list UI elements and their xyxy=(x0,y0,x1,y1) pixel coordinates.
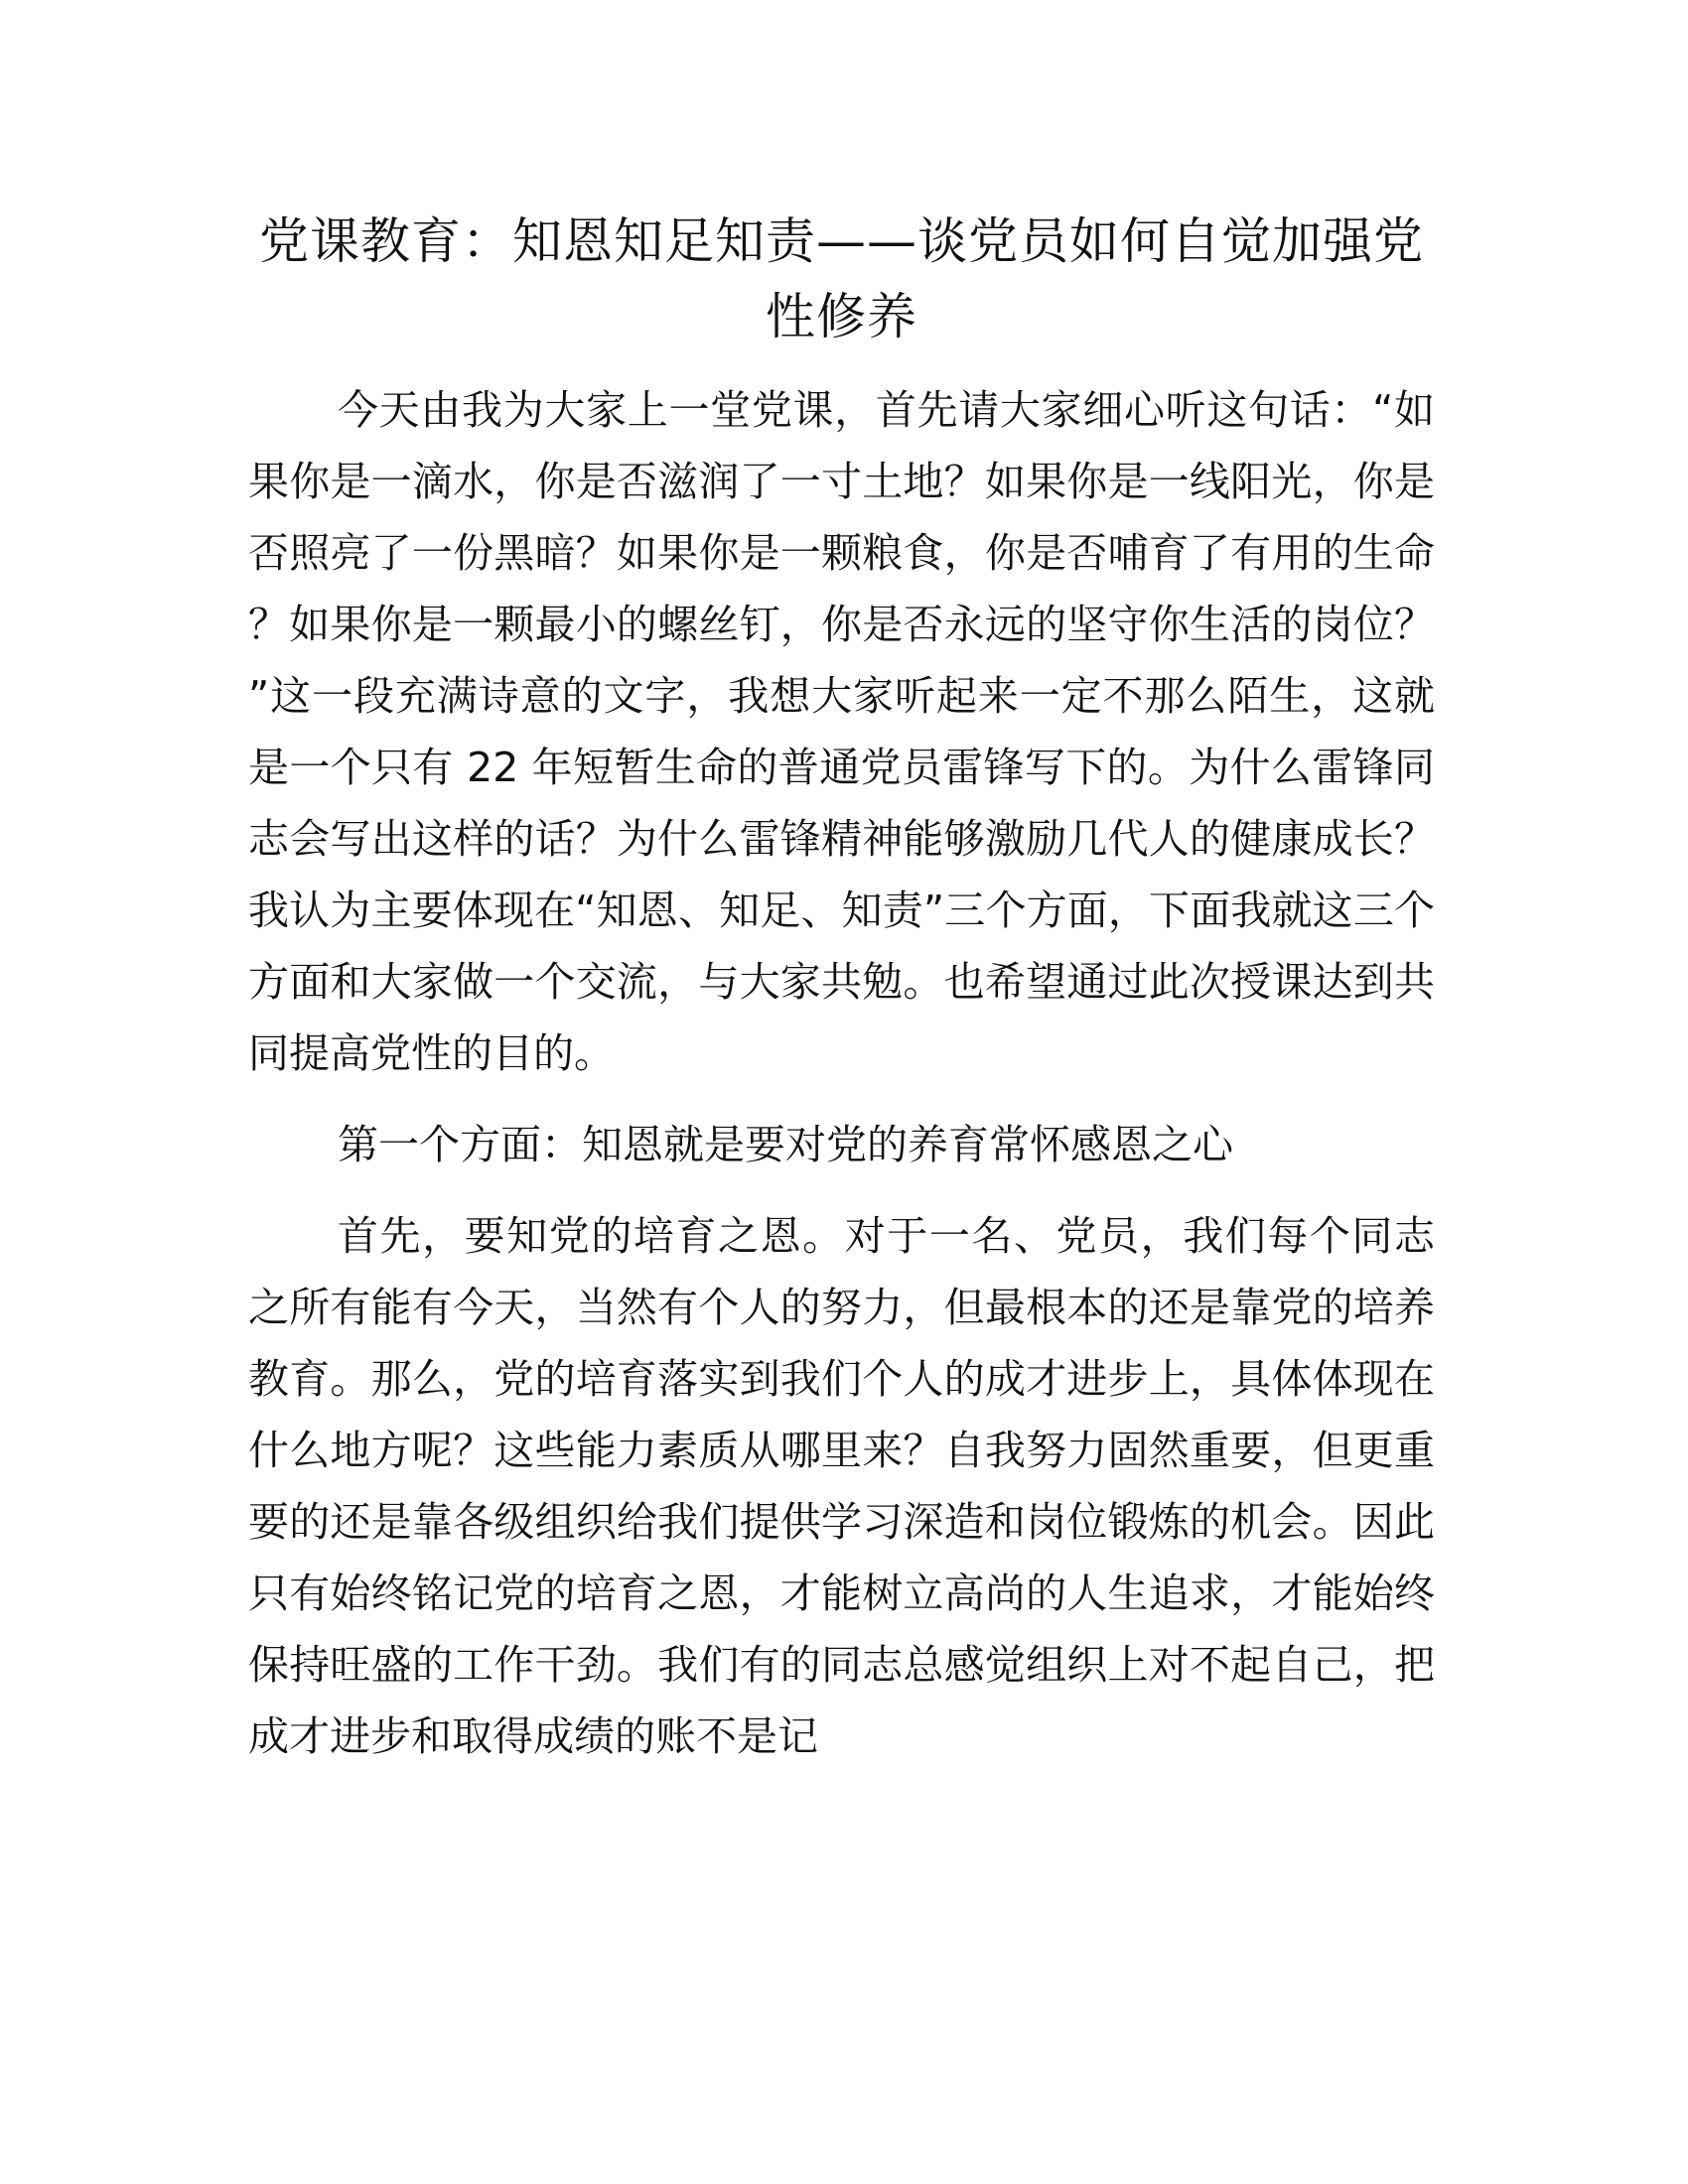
document-title: 党课教育：知恩知足知责——谈党员如何自觉加强党性修养 xyxy=(259,212,1424,345)
document-page xyxy=(248,204,1435,1772)
paragraph-party-cultivation: 首先，要知党的培育之恩。对于一名、党员，我们每个同志之所有能有今天，当然有个人的努力，但最根本的还是靠党的培养教育。那么，党的培育落实到我们个人的成才进步上，具体体现在什么地方呢？这些能力素质从哪里来？自我努力固然重要，但更重要的还是靠各级组织给我们提供学习深造和岗位锻炼的机会。因此只有始终铭记党的培育之恩，才能树立高尚的人生追求，才能始终保持旺盛的工作干劲。我们有的同志总感觉组织上对不起自己，把成才进步和取得成绩的账不是记 xyxy=(248,1212,1435,1760)
paragraph-intro: 今天由我为大家上一堂党课，首先请大家细心听这句话：“如果你是一滴水，你是否滋润了一寸土地？如果你是一线阳光，你是否照亮了一份黑暗？如果你是一颗粮食，你是否哺育了有用的生命？如果你是一颗最小的螺丝钉，你是否永远的坚守你生活的岗位？”这一段充满诗意的文字，我想大家听起来一定不那么陌生，这就是一个只有 22 年短暂生命的普通党员雷锋写下的。为什么雷锋同志会写出这样的话？为什么雷锋精神能够激励几代人的健康成长？我认为主要体现在“知恩、知足、知责”三个方面，下面我就这三个方面和大家做一个交流，与大家共勉。也希望通过此次授课达到共同提高党性的目的。 xyxy=(248,386,1435,1077)
section-heading-first-aspect: 第一个方面：知恩就是要对党的养育常怀感恩之心 xyxy=(338,1121,1233,1168)
